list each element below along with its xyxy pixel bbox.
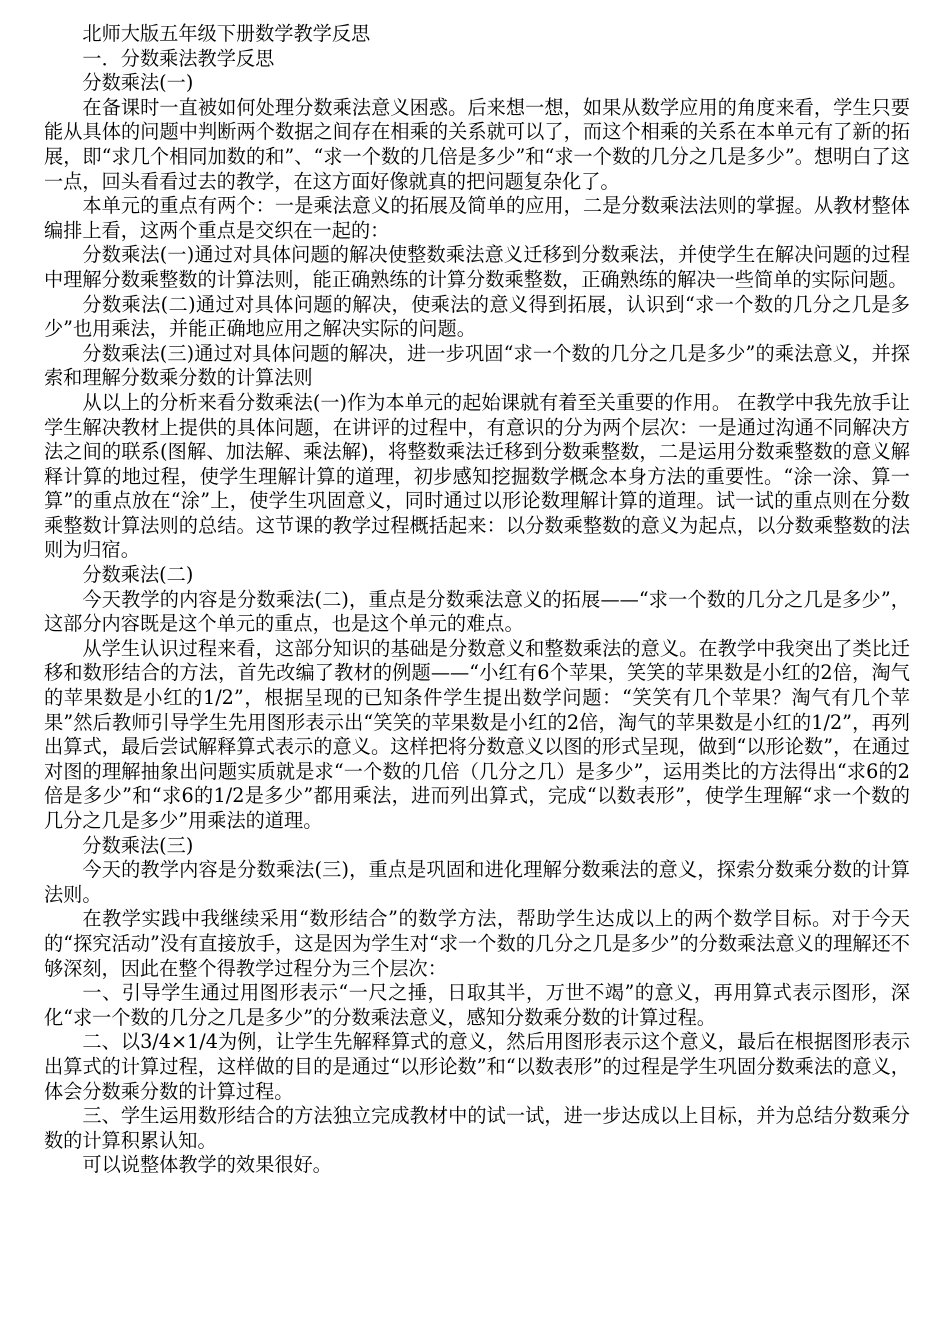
- section-heading: 一．分数乘法教学反思: [82, 46, 275, 70]
- paragraph: 分数乘法(一)通过对具体问题的解决使整数乘法意义迁移到分数乘法，并使学生在解决问题的过程中理解分数乘整数的计算法则，能正确熟练的计算分数乘整数，正确熟练的解决一些简单的实际问题。: [44, 243, 910, 291]
- paragraph: 可以说整体教学的效果很好。: [82, 1153, 332, 1177]
- paragraph: 从学生认识过程来看，这部分知识的基础是分数意义和整数乘法的意义。在教学中我突出了类比迁移和数形结合的方法，首先改编了教材的例题——“小红有6个苹果，笑笑的苹果数是小红的2倍，淘气的苹果数是小红的1/2”，根据呈现的已知条件学生提出数学问题：“笑笑有几个苹果？淘气有几个苹果”然后教师引导学生先用图形表示出“笑笑的苹果数是小红的2倍，淘气的苹果数是小红的1/2”，再列出算式，最后尝试解释算式表示的意义。这样把将分数意义以图的形式呈现，做到“以形论数”，在通过对图的理解抽象出问题实质就是求“一个数的几倍（几分之几）是多少”，运用类比的方法得出“求6的2倍是多少”和“求6的1/2是多少”都用乘法，进而列出算式，完成“以数表形”，使学生理解“求一个数的几分之几是多少”用乘法的道理。: [44, 636, 910, 832]
- paragraph: 分数乘法(三)通过对具体问题的解决，进一步巩固“求一个数的几分之几是多少”的乘法意义，并探索和理解分数乘分数的计算法则: [44, 341, 910, 390]
- subsection-heading: 分数乘法(三): [82, 833, 194, 857]
- paragraph: 今天的教学内容是分数乘法(三)，重点是巩固和进化理解分数乘法的意义，探索分数乘分数的计算法则。: [44, 858, 910, 906]
- paragraph: 在教学实践中我继续采用“数形结合”的数学方法，帮助学生达成以上的两个数学目标。对于今天的“探究活动”没有直接放手，这是因为学生对“求一个数的几分之几是多少”的分数乘法意义的理解还不够深刻，因此在整个得教学过程分为三个层次：: [44, 907, 910, 980]
- document-body: [44, 71, 910, 1178]
- paragraph: 今天教学的内容是分数乘法(二)，重点是分数乘法意义的拓展——“求一个数的几分之几是多少”，这部分内容既是这个单元的重点，也是这个单元的难点。: [44, 587, 910, 636]
- paragraph: 分数乘法(二)通过对具体问题的解决，使乘法的意义得到拓展，认识到“求一个数的几分之几是多少”也用乘法，并能正确地应用之解决实际的问题。: [44, 292, 910, 341]
- document-title: 北师大版五年级下册数学教学反思: [82, 22, 371, 45]
- paragraph: 三、学生运用数形结合的方法独立完成教材中的试一试，进一步达成以上目标，并为总结分数乘分数的计算积累认知。: [44, 1104, 910, 1152]
- paragraph: 一、引导学生通过用图形表示“一尺之捶，日取其半，万世不竭”的意义，再用算式表示图形，深化“求一个数的几分之几是多少”的分数乘法意义，感知分数乘分数的计算过程。: [44, 981, 910, 1029]
- paragraph: 在备课时一直被如何处理分数乘法意义困惑。后来想一想，如果从数学应用的角度来看，学生只要能从具体的问题中判断两个数据之间存在相乘的关系就可以了，而这个相乘的关系在本单元有了新的拓展，即“求几个相同加数的和”、“求一个数的几倍是多少”和“求一个数的几分之几是多少”。想明白了这一点，回头看看过去的教学，在这方面好像就真的把问题复杂化了。: [44, 95, 910, 193]
- paragraph: 二、以3/4×1/4为例，让学生先解释算式的意义，然后用图形表示这个意义，最后在根据图形表示出算式的计算过程，这样做的目的是通过“以形论数”和“以数表形”的过程是学生巩固分数乘法的意义，体会分数乘分数的计算过程。: [44, 1030, 910, 1103]
- paragraph: 本单元的重点有两个：一是乘法意义的拓展及简单的应用，二是分数乘法法则的掌握。从教材整体编排上看，这两个重点是交织在一起的：: [44, 194, 910, 242]
- subsection-heading: 分数乘法(一): [82, 71, 194, 95]
- subsection-heading: 分数乘法(二): [82, 563, 194, 587]
- paragraph: 从以上的分析来看分数乘法(一)作为本单元的起始课就有着至关重要的作用。 在教学中我先放手让学生解决教材上提供的具体问题，在讲评的过程中，有意识的分为两个层次：一是通过沟通不同解决方法之间的联系(图解、加法解、乘法解)，将整数乘法迁移到分数乘整数，二是运用分数乘整数的意义解释计算的地过程，使学生理解计算的道理，初步感知挖掘数学概念本身方法的重要性。“涂一涂、算一算”的重点放在“涂”上，使学生巩固意义，同时通过以形论数理解计算的道理。试一试的重点则在分数乘整数计算法则的总结。这节课的教学过程概括起来：以分数乘整数的意义为起点，以分数乘整数的法则为归宿。: [44, 390, 910, 562]
